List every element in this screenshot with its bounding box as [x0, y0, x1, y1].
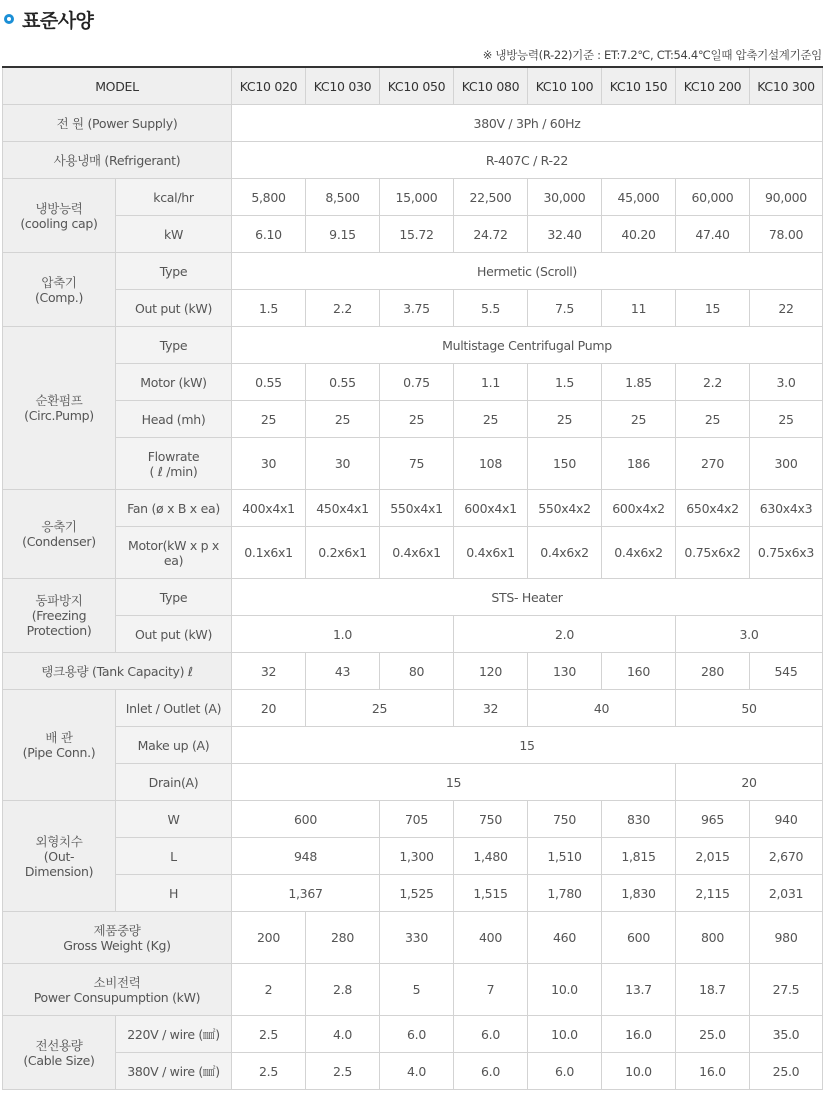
compressor-type-value: Hermetic (Scroll)	[232, 253, 823, 290]
table-cell: 270	[676, 438, 750, 490]
table-cell: 25.0	[750, 1053, 823, 1090]
table-cell: 0.4x6x1	[454, 527, 528, 579]
dimension-label-en-1: (Out-	[43, 848, 75, 864]
condenser-fan-label: Fan (ø x B x ea)	[116, 490, 232, 527]
cable-label-ko: 전선용량	[35, 1037, 83, 1053]
table-cell: 980	[750, 912, 823, 964]
table-cell: 2.5	[232, 1016, 306, 1053]
pump-flow-label	[116, 438, 232, 490]
pump-head-label: Head (mh)	[116, 401, 232, 438]
table-row	[3, 875, 823, 912]
table-cell: 25	[306, 690, 454, 727]
spec-note: ※ 냉방능력(R-22)기준 : ET:7.2℃, CT:54.4℃일때 압축기설계기준임	[482, 48, 822, 62]
table-cell: 400	[454, 912, 528, 964]
table-cell: 3.0	[750, 364, 823, 401]
table-cell: 10.0	[528, 1016, 602, 1053]
cooling-label	[3, 179, 116, 253]
table-cell: 1,515	[454, 875, 528, 912]
dimension-label-ko: 외형치수	[35, 833, 83, 849]
flow-label-line1: Flowrate	[147, 448, 200, 464]
table-cell: 186	[602, 438, 676, 490]
table-cell: 948	[232, 838, 380, 875]
pipe-inlet-label: Inlet / Outlet (A)	[116, 690, 232, 727]
table-cell: 25	[454, 401, 528, 438]
freezing-type-label: Type	[116, 579, 232, 616]
cond-motor-label-line2: ea)	[163, 552, 184, 568]
table-cell: 705	[380, 801, 454, 838]
table-cell: 30,000	[528, 179, 602, 216]
flow-label-line2: ( ℓ /min)	[149, 463, 198, 479]
table-cell: 4.0	[380, 1053, 454, 1090]
compressor-output-label: Out put (kW)	[116, 290, 232, 327]
freezing-label-ko: 동파방지	[35, 593, 83, 608]
table-cell: 450x4x1	[306, 490, 380, 527]
table-cell: 1,525	[380, 875, 454, 912]
table-cell: 22	[750, 290, 823, 327]
table-row	[3, 179, 823, 216]
table-cell: 0.55	[306, 364, 380, 401]
table-cell: 47.40	[676, 216, 750, 253]
table-cell: 2.0	[454, 616, 676, 653]
table-cell: 6.0	[454, 1016, 528, 1053]
table-cell: 5.5	[454, 290, 528, 327]
model-header-cell: KC10 050	[380, 67, 454, 105]
table-cell: 2,015	[676, 838, 750, 875]
table-row	[3, 964, 823, 1016]
table-row	[3, 653, 823, 690]
power-value: 380V / 3Ph / 60Hz	[232, 105, 823, 142]
table-cell: 1,510	[528, 838, 602, 875]
table-cell: 130	[528, 653, 602, 690]
table-cell: 120	[454, 653, 528, 690]
dim-w-label: W	[116, 801, 232, 838]
table-cell: 25	[676, 401, 750, 438]
table-cell: 16.0	[676, 1053, 750, 1090]
table-cell: 150	[528, 438, 602, 490]
cooling-label-ko: 냉방능력	[35, 200, 83, 216]
table-row	[3, 216, 823, 253]
table-cell: 330	[380, 912, 454, 964]
table-cell: 2.5	[306, 1053, 380, 1090]
weight-label	[3, 912, 232, 964]
table-row	[3, 105, 823, 142]
table-cell: 25.0	[676, 1016, 750, 1053]
table-cell: 35.0	[750, 1016, 823, 1053]
table-row	[3, 327, 823, 364]
table-cell: 10.0	[602, 1053, 676, 1090]
table-cell: 25	[602, 401, 676, 438]
table-cell: 20	[676, 764, 823, 801]
pipe-label	[3, 690, 116, 801]
table-cell: 2.2	[306, 290, 380, 327]
compressor-type-label: Type	[116, 253, 232, 290]
table-cell: 32.40	[528, 216, 602, 253]
compressor-label-en: (Comp.)	[34, 289, 84, 305]
table-cell: 22,500	[454, 179, 528, 216]
freezing-output-label: Out put (kW)	[116, 616, 232, 653]
table-cell: 25	[232, 401, 306, 438]
table-cell: 0.55	[232, 364, 306, 401]
table-cell: 45,000	[602, 179, 676, 216]
table-cell: 30	[232, 438, 306, 490]
table-cell: 6.10	[232, 216, 306, 253]
cooling-label-en: (cooling cap)	[20, 215, 98, 231]
cond-motor-label-line1: Motor(kW x p x	[127, 537, 220, 553]
table-cell: 32	[454, 690, 528, 727]
table-cell: 0.4x6x1	[380, 527, 454, 579]
refrigerant-value: R-407C / R-22	[232, 142, 823, 179]
model-header-cell: KC10 150	[602, 67, 676, 105]
model-header-cell: KC10 200	[676, 67, 750, 105]
table-cell: 24.72	[454, 216, 528, 253]
table-cell: 15	[676, 290, 750, 327]
model-header-cell: KC10 020	[232, 67, 306, 105]
table-cell: 50	[676, 690, 823, 727]
dimension-label-en-2: Dimension)	[24, 863, 94, 879]
table-cell: 40.20	[602, 216, 676, 253]
table-cell: 0.75x6x3	[750, 527, 823, 579]
freezing-label	[3, 579, 116, 653]
table-cell: 15.72	[380, 216, 454, 253]
table-cell: 108	[454, 438, 528, 490]
kw-label: kW	[116, 216, 232, 253]
table-row	[3, 401, 823, 438]
table-cell: 43	[306, 653, 380, 690]
table-cell: 15	[232, 764, 676, 801]
table-cell: 160	[602, 653, 676, 690]
dim-h-label: H	[116, 875, 232, 912]
table-cell: 2.2	[676, 364, 750, 401]
table-row	[3, 527, 823, 579]
table-cell: 7	[454, 964, 528, 1016]
tank-label: 탱크용량 (Tank Capacity) ℓ	[3, 653, 232, 690]
pump-label	[3, 327, 116, 490]
dim-l-label: L	[116, 838, 232, 875]
table-cell: 830	[602, 801, 676, 838]
table-cell: 10.0	[528, 964, 602, 1016]
table-cell: 2.8	[306, 964, 380, 1016]
table-row	[3, 838, 823, 875]
table-cell: 18.7	[676, 964, 750, 1016]
table-cell: 60,000	[676, 179, 750, 216]
table-cell: 630x4x3	[750, 490, 823, 527]
condenser-motor-label	[116, 527, 232, 579]
table-cell: 1.1	[454, 364, 528, 401]
table-cell: 460	[528, 912, 602, 964]
table-cell: 600	[232, 801, 380, 838]
table-cell: 300	[750, 438, 823, 490]
table-cell: 600x4x1	[454, 490, 528, 527]
table-cell: 5	[380, 964, 454, 1016]
table-cell: 3.75	[380, 290, 454, 327]
table-cell: 0.4x6x2	[602, 527, 676, 579]
table-cell: 650x4x2	[676, 490, 750, 527]
table-cell: 13.7	[602, 964, 676, 1016]
table-cell: 800	[676, 912, 750, 964]
table-cell: 965	[676, 801, 750, 838]
table-cell: 0.4x6x2	[528, 527, 602, 579]
consumption-label-ko: 소비전력	[93, 974, 141, 990]
table-cell: 30	[306, 438, 380, 490]
table-cell: 75	[380, 438, 454, 490]
table-cell: 0.75	[380, 364, 454, 401]
spec-table	[2, 66, 823, 1090]
table-cell: 1,780	[528, 875, 602, 912]
table-row	[3, 1053, 823, 1090]
table-cell: 3.0	[676, 616, 823, 653]
consumption-label-en: Power Consupumption (kW)	[33, 989, 201, 1005]
table-row	[3, 364, 823, 401]
table-cell: 940	[750, 801, 823, 838]
table-cell: 40	[528, 690, 676, 727]
table-cell: 1,300	[380, 838, 454, 875]
table-cell: 15	[232, 727, 823, 764]
cable-label-en: (Cable Size)	[23, 1052, 95, 1068]
table-cell: 280	[306, 912, 380, 964]
condenser-label-en: (Condenser)	[22, 534, 96, 549]
weight-label-en: Gross Weight (Kg)	[63, 937, 171, 953]
table-cell: 1.0	[232, 616, 454, 653]
table-cell: 545	[750, 653, 823, 690]
table-cell: 6.0	[454, 1053, 528, 1090]
table-cell: 16.0	[602, 1016, 676, 1053]
model-header: MODEL	[3, 67, 232, 105]
table-cell: 1.5	[232, 290, 306, 327]
table-row	[3, 1016, 823, 1053]
table-cell: 5,800	[232, 179, 306, 216]
pump-label-ko: 순환펌프	[35, 393, 83, 408]
table-row	[3, 142, 823, 179]
table-cell: 7.5	[528, 290, 602, 327]
table-cell: 15,000	[380, 179, 454, 216]
pipe-label-ko: 배 관	[45, 730, 73, 745]
table-cell: 550x4x2	[528, 490, 602, 527]
table-row	[3, 801, 823, 838]
pump-type-value: Multistage Centrifugal Pump	[232, 327, 823, 364]
table-row	[3, 690, 823, 727]
table-cell: 11	[602, 290, 676, 327]
table-row	[3, 290, 823, 327]
pipe-makeup-label: Make up (A)	[116, 727, 232, 764]
pump-type-label: Type	[116, 327, 232, 364]
table-row	[3, 438, 823, 490]
table-cell: 78.00	[750, 216, 823, 253]
table-cell: 400x4x1	[232, 490, 306, 527]
table-cell: 2,670	[750, 838, 823, 875]
model-header-cell: KC10 030	[306, 67, 380, 105]
table-cell: 27.5	[750, 964, 823, 1016]
refrigerant-label: 사용냉매 (Refrigerant)	[3, 142, 232, 179]
freezing-label-en-1: (Freezing	[31, 608, 87, 623]
cable-380v-label: 380V / wire (㎟)	[116, 1053, 232, 1090]
table-cell: 8,500	[306, 179, 380, 216]
table-cell: 1.85	[602, 364, 676, 401]
table-cell: 25	[528, 401, 602, 438]
table-cell: 2.5	[232, 1053, 306, 1090]
table-cell: 750	[454, 801, 528, 838]
table-cell: 1,367	[232, 875, 380, 912]
power-label: 전 원 (Power Supply)	[3, 105, 232, 142]
table-cell: 0.1x6x1	[232, 527, 306, 579]
table-cell: 90,000	[750, 179, 823, 216]
cable-label	[3, 1016, 116, 1090]
table-cell: 6.0	[380, 1016, 454, 1053]
table-row	[3, 616, 823, 653]
page-title: 표준사양	[22, 9, 94, 32]
table-row	[3, 764, 823, 801]
table-cell: 1.5	[528, 364, 602, 401]
circle-bullet-icon	[4, 14, 14, 24]
condenser-label	[3, 490, 116, 579]
table-cell: 25	[380, 401, 454, 438]
table-row	[3, 579, 823, 616]
pump-motor-label: Motor (kW)	[116, 364, 232, 401]
table-cell: 9.15	[306, 216, 380, 253]
table-cell: 750	[528, 801, 602, 838]
table-cell: 550x4x1	[380, 490, 454, 527]
table-cell: 1,830	[602, 875, 676, 912]
table-cell: 1,815	[602, 838, 676, 875]
table-cell: 4.0	[306, 1016, 380, 1053]
table-cell: 2,115	[676, 875, 750, 912]
section-header	[2, 4, 93, 34]
table-header-row	[3, 67, 823, 105]
table-cell: 32	[232, 653, 306, 690]
table-cell: 1,480	[454, 838, 528, 875]
pump-label-en: (Circ.Pump)	[24, 408, 94, 423]
pipe-drain-label: Drain(A)	[116, 764, 232, 801]
table-cell: 0.75x6x2	[676, 527, 750, 579]
condenser-label-ko: 응축기	[41, 519, 77, 534]
table-cell: 280	[676, 653, 750, 690]
dimension-label	[3, 801, 116, 912]
table-cell: 25	[306, 401, 380, 438]
model-header-cell: KC10 080	[454, 67, 528, 105]
table-cell: 80	[380, 653, 454, 690]
cable-220v-label: 220V / wire (㎟)	[116, 1016, 232, 1053]
weight-label-ko: 제품중량	[93, 922, 141, 938]
table-cell: 2,031	[750, 875, 823, 912]
table-cell: 600	[602, 912, 676, 964]
compressor-label	[3, 253, 116, 327]
model-header-cell: KC10 100	[528, 67, 602, 105]
compressor-label-ko: 압축기	[41, 274, 77, 290]
kcal-label: kcal/hr	[116, 179, 232, 216]
freezing-label-en-2: Protection)	[26, 623, 92, 638]
table-cell: 600x4x2	[602, 490, 676, 527]
table-row	[3, 490, 823, 527]
table-cell: 25	[750, 401, 823, 438]
table-cell: 2	[232, 964, 306, 1016]
consumption-label	[3, 964, 232, 1016]
table-row	[3, 727, 823, 764]
table-cell: 20	[232, 690, 306, 727]
table-row	[3, 912, 823, 964]
model-header-cell: KC10 300	[750, 67, 823, 105]
pipe-label-en: (Pipe Conn.)	[22, 745, 96, 760]
table-cell: 0.2x6x1	[306, 527, 380, 579]
table-cell: 6.0	[528, 1053, 602, 1090]
table-cell: 200	[232, 912, 306, 964]
table-row	[3, 253, 823, 290]
freezing-type-value: STS- Heater	[232, 579, 823, 616]
